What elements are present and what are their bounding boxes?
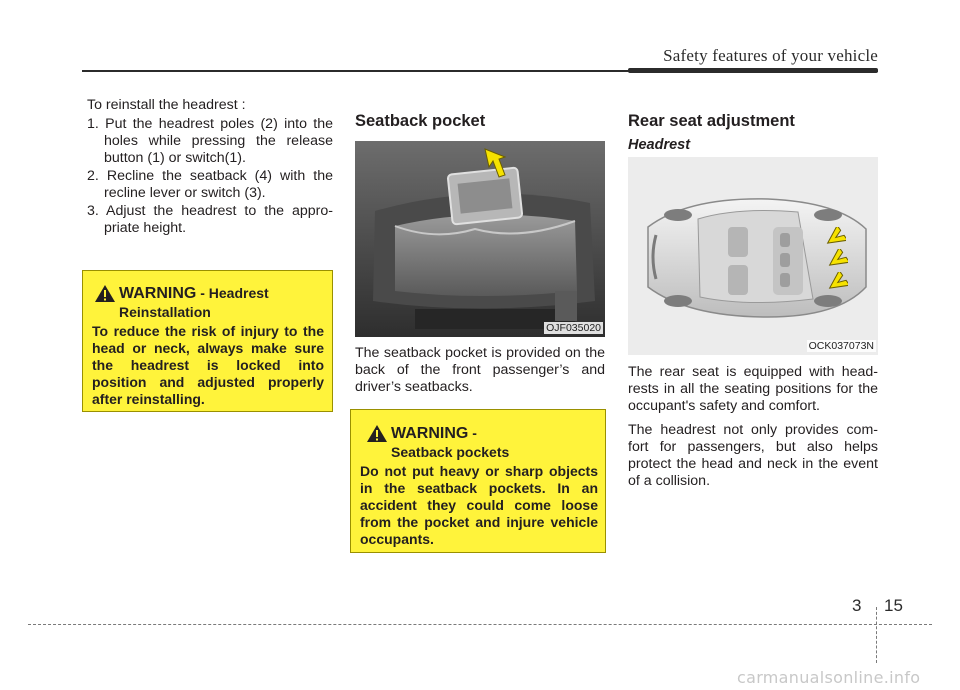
seatback-pocket-figure [355,141,605,337]
page-number: 15 [884,596,903,615]
figure-code: OCK037073N [808,340,874,352]
rear-seat-figure [628,157,878,355]
warning-word: WARNING [119,285,197,302]
header-rule-accent [628,68,878,73]
footer-rule [28,624,932,625]
intro-text: To reinstall the headrest : [87,97,246,113]
warning-text: Do not put heavy or sharp objects in the seatback pockets. In an accident they could come loose from the pocket and injure vehicle occupants. [360,463,598,547]
warning-subject: - Seatback pockets [391,425,510,460]
warning-box-seatback [350,409,606,553]
section-title-seatback-pocket: Seatback pocket [355,112,486,130]
rear-seat-para-2: The headrest not only provides com- fort for passengers, but also helps protect the head and neck in the event of a collision. [628,422,878,489]
section-title-rear-seat: Rear seat adjustment [628,112,795,130]
warning-word: WARNING [391,425,469,442]
watermark: carmanualsonline.info [737,668,921,687]
arrow-icon [481,147,507,179]
header-title: Safety features of your vehicle [663,46,878,65]
step-item: 3. Adjust the headrest to the appro- priate height. [87,203,333,236]
figure-code: OJF035020 [546,322,601,334]
step-item: 2. Recline the seatback (4) with the recline lever or switch (3). [87,168,333,201]
warning-subject: - Headrest Reinstallation [119,285,269,320]
step-item: 1. Put the headrest poles (2) into the holes while pressing the release button (1) or switch(1). [87,116,333,166]
arrow-icon [826,272,848,294]
footer-divider [876,607,877,663]
warning-text: To reduce the risk of injury to the head or neck, always make sure the headrest is locked into position and adjusted properly after reinstalling. [92,323,324,407]
warning-triangle-icon [366,424,388,443]
chapter-number: 3 [852,596,862,615]
arrow-icon [824,227,846,249]
warning-box-headrest [82,270,333,412]
arrow-icon [826,249,848,271]
seatback-illustration [355,141,605,337]
warning-heading [391,424,541,462]
subsection-title-headrest: Headrest [628,137,691,153]
rear-seat-para-1: The rear seat is equipped with head- rests in all the seating positions for the occupant's safety and comfort. [628,364,878,414]
reinstall-steps [87,116,333,238]
warning-triangle-icon [94,284,116,303]
warning-heading [119,284,324,322]
seatback-pocket-text: The seatback pocket is provided on the back of the front passenger’s and driver’s seatbacks. [355,345,605,395]
